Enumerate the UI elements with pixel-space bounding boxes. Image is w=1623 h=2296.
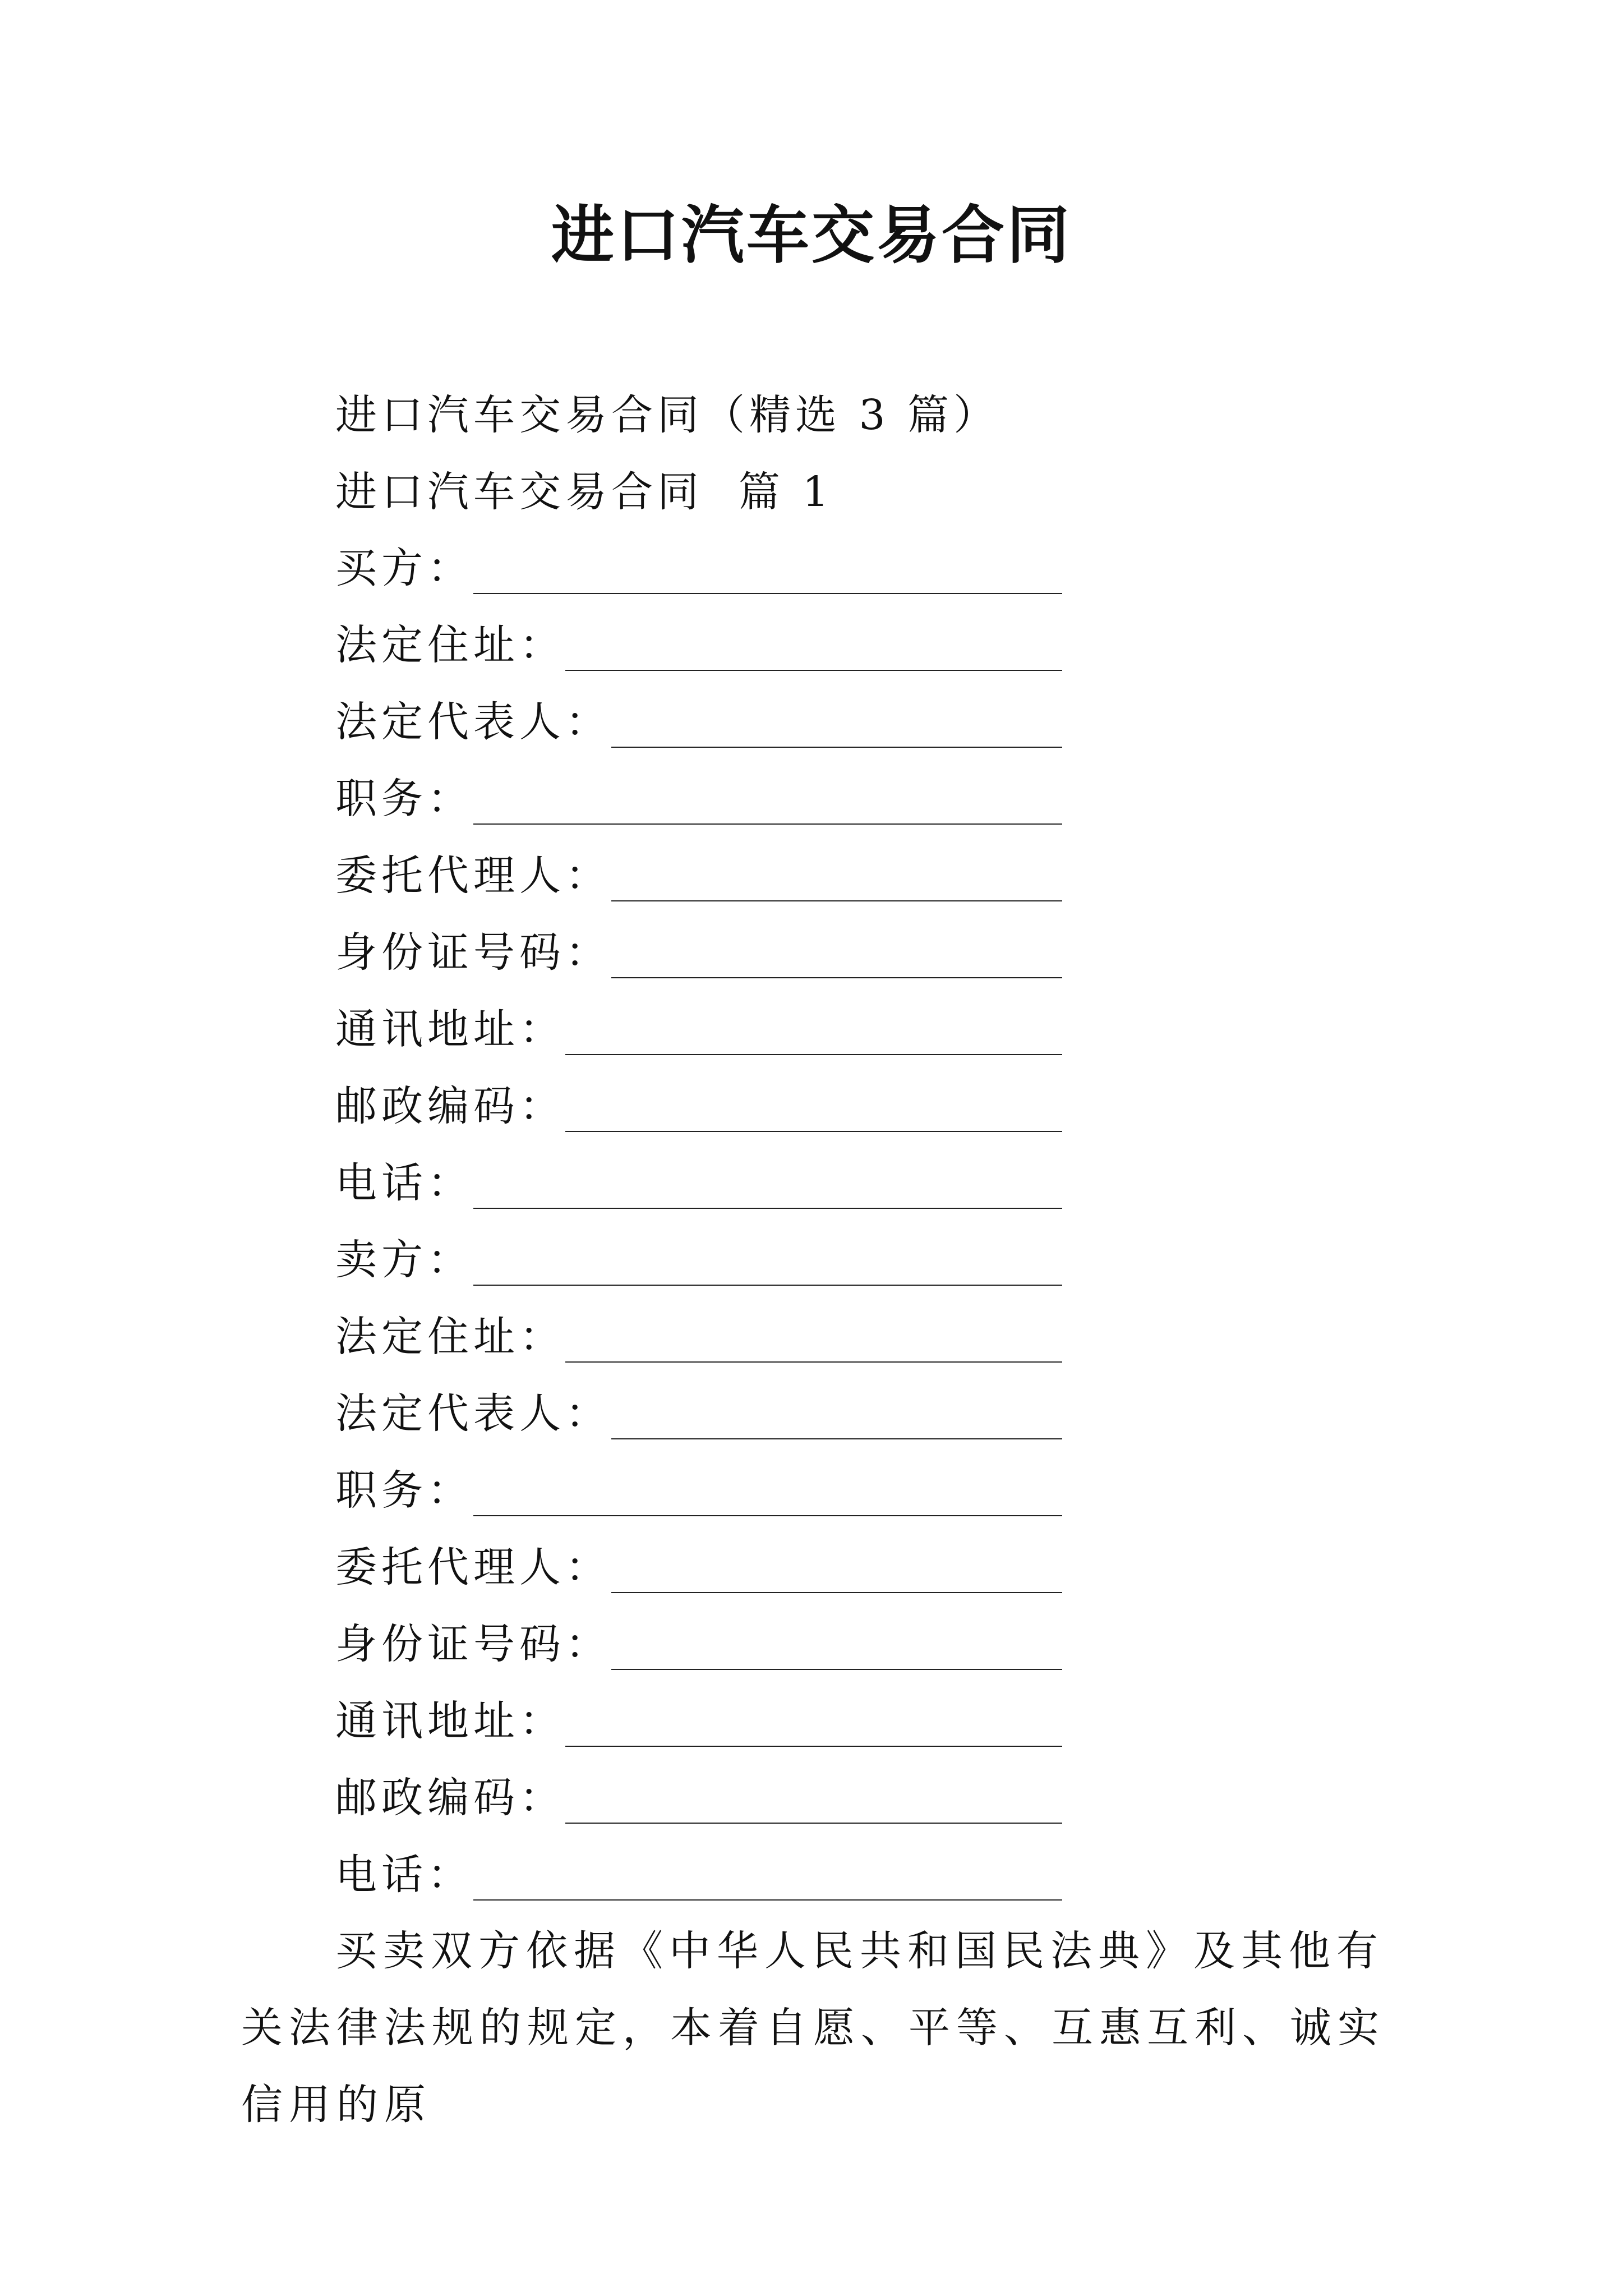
field-label: 邮政编码： (335, 1082, 565, 1130)
field-label: 身份证号码： (335, 1620, 611, 1668)
seller-field-id-number (335, 1616, 1062, 1672)
body-paragraph (241, 1913, 1385, 2143)
field-label: 委托代理人： (335, 1543, 611, 1591)
fill-in-blank[interactable] (611, 1636, 1062, 1670)
seller-field-agent (335, 1539, 1062, 1595)
fill-in-blank[interactable] (611, 1559, 1062, 1593)
buyer-field-agent (335, 848, 1062, 904)
field-label: 法定住址： (335, 1313, 565, 1361)
field-label: 身份证号码： (335, 928, 611, 977)
buyer-field-id-number (335, 924, 1062, 981)
buyer-field-legal-rep (335, 694, 1062, 750)
field-label: 委托代理人： (335, 852, 611, 900)
section-heading: 进口汽车交易合同 篇 1 (335, 468, 833, 516)
buyer-field-buyer (335, 540, 1062, 596)
field-label: 电话： (335, 1851, 473, 1899)
document-subtitle: 进口汽车交易合同（精选 3 篇） (335, 391, 1000, 439)
document-title: 进口汽车交易合同 (551, 199, 1072, 272)
buyer-field-position (335, 771, 1062, 827)
fill-in-blank[interactable] (565, 1713, 1062, 1747)
fill-in-blank[interactable] (473, 1252, 1062, 1286)
buyer-field-postcode (335, 1078, 1062, 1134)
fill-in-blank[interactable] (565, 637, 1062, 671)
paragraph-text: 买卖双方依据《中华人民共和国民法典》及其他有关法律法规的规定，本着自愿、平等、互惠互利、诚实信用的原 (241, 1927, 1385, 2129)
fill-in-blank[interactable] (565, 1329, 1062, 1363)
field-label: 通讯地址： (335, 1697, 565, 1745)
seller-field-phone (335, 1847, 1062, 1903)
fill-in-blank[interactable] (473, 1175, 1062, 1209)
buyer-field-phone (335, 1155, 1062, 1211)
fill-in-blank[interactable] (473, 1483, 1062, 1516)
field-label: 法定代表人： (335, 1389, 611, 1438)
field-label: 买方： (335, 544, 473, 592)
field-label: 法定住址： (335, 621, 565, 669)
field-label: 电话： (335, 1159, 473, 1207)
seller-field-seller (335, 1232, 1062, 1288)
buyer-field-address (335, 617, 1062, 673)
buyer-field-mail-address (335, 1001, 1062, 1057)
seller-field-mail-address (335, 1693, 1062, 1749)
fill-in-blank[interactable] (611, 945, 1062, 978)
field-label: 职务： (335, 1466, 473, 1515)
seller-field-legal-rep (335, 1386, 1062, 1442)
seller-field-postcode (335, 1770, 1062, 1826)
field-label: 职务： (335, 775, 473, 823)
fill-in-blank[interactable] (565, 1022, 1062, 1055)
seller-field-position (335, 1462, 1062, 1519)
field-label: 卖方： (335, 1236, 473, 1284)
fill-in-blank[interactable] (473, 1867, 1062, 1901)
fill-in-blank[interactable] (565, 1098, 1062, 1132)
field-label: 通讯地址： (335, 1005, 565, 1053)
fill-in-blank[interactable] (611, 714, 1062, 748)
field-label: 法定代表人： (335, 698, 611, 746)
fill-in-blank[interactable] (473, 560, 1062, 594)
field-label: 邮政编码： (335, 1774, 565, 1822)
fill-in-blank[interactable] (611, 1406, 1062, 1439)
seller-field-address (335, 1309, 1062, 1365)
fill-in-blank[interactable] (611, 868, 1062, 901)
fill-in-blank[interactable] (565, 1790, 1062, 1824)
fill-in-blank[interactable] (473, 791, 1062, 825)
